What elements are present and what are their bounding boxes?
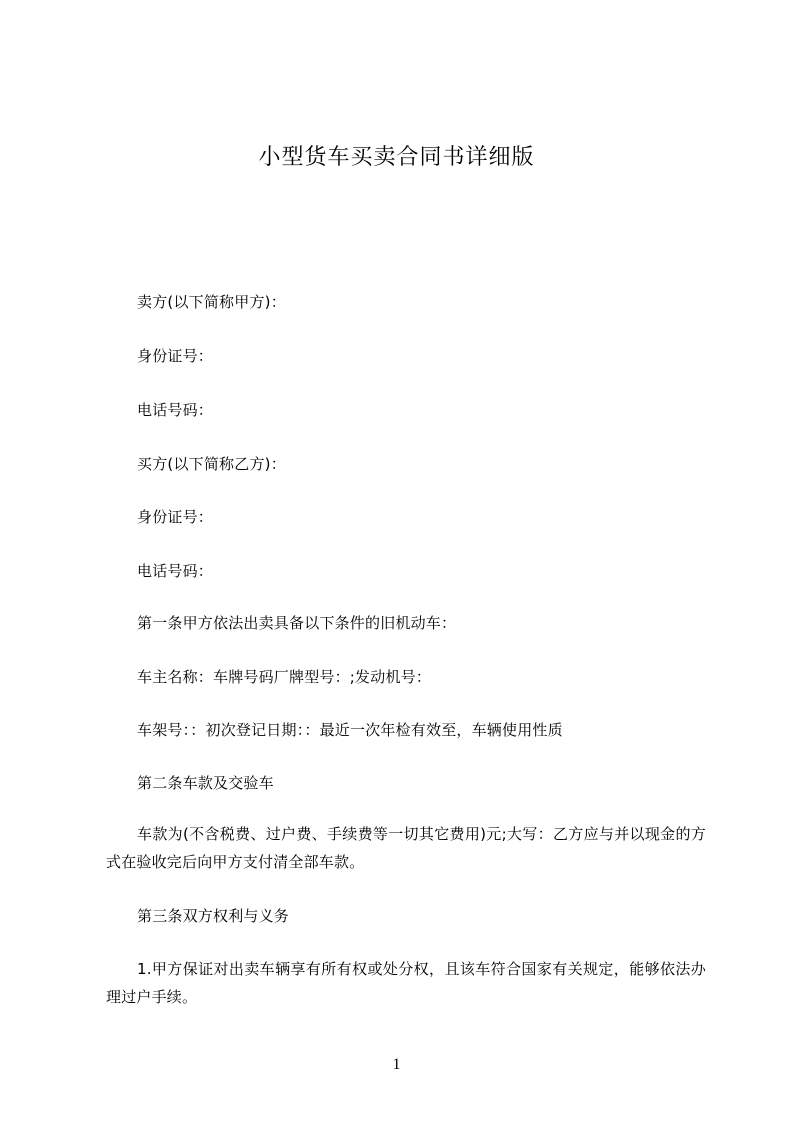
buyer-phone-label: 电话号码： [137,562,214,580]
article3-heading: 第三条双方权利与义务 [137,907,290,925]
vehicle-info-line1: 车主名称：车牌号码厂牌型号：;发动机号： [137,668,432,686]
article2-heading: 第二条车款及交验车 [137,774,274,792]
article1-heading: 第一条甲方依法出卖具备以下条件的旧机动车： [137,614,457,632]
article3-item1: 1.甲方保证对出卖车辆享有所有权或处分权，且该车符合国家有关规定，能够依法办理过户手续。 [106,960,706,1006]
vehicle-info-line2: 车架号：：初次登记日期：：最近一次年检有效至，车辆使用性质 [137,721,563,739]
seller-label: 卖方(以下简称甲方)： [137,293,286,311]
seller-phone-label: 电话号码： [137,401,214,419]
buyer-id-label: 身份证号： [137,508,214,526]
seller-id-label: 身份证号： [137,347,214,365]
buyer-label: 买方(以下简称乙方)： [137,455,286,473]
page-number: 1 [392,1056,401,1073]
document-title: 小型货车买卖合同书详细版 [258,145,535,170]
article2-body: 车款为(不含税费、过户费、手续费等一切其它费用)元;大写：乙方应与并以现金的方式在验收完后向甲方支付清全部车款。 [106,825,706,871]
